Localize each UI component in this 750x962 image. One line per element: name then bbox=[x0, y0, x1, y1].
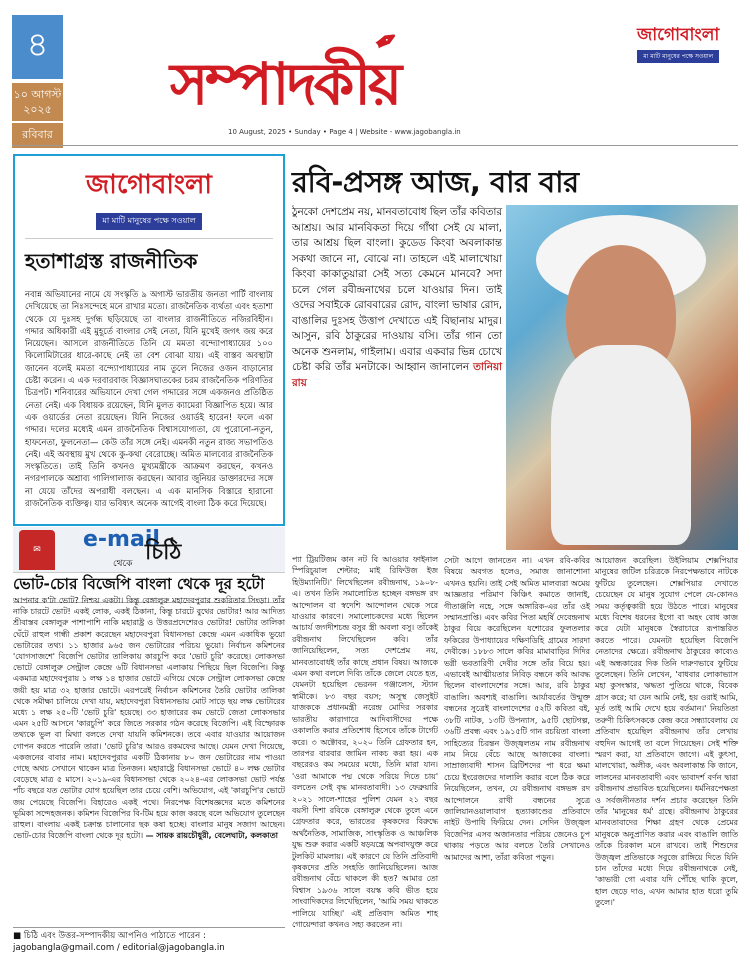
editorial-logo bbox=[25, 164, 273, 230]
brand-logo-top bbox=[637, 22, 719, 63]
email-banner bbox=[13, 527, 285, 573]
article-headline: রবি-প্রসঙ্গ আজ, বার বার bbox=[292, 165, 579, 199]
brand-tagline: মা মাটি মানুষের পক্ষে সওয়াল bbox=[637, 50, 719, 63]
editorial-title: হতাশাগ্রস্ত রাজনীতিক bbox=[25, 238, 273, 280]
letter-author: — সায়ক রায়চৌধুরী, বেলেঘাটা, কলকাতা bbox=[145, 831, 278, 841]
editorial-body: নবান্ন অভিযানের নামে যে সংস্কৃতি ৯ অগাস্ট ভারতীয় জনতা পার্টি বাংলায় দেখিয়েছে তা নিঃসন্দেহে মনে রাখার মতো। রাজনৈতিক ব্যর্থতা এবং হতাশা থেকে যে দুঃসহ দুর্গন্ধ ছড়িয়েছে তা বাংলার রাজনীতিতে নজিরবিহীন। গদ্দার অধিকারী এই মুহূর্তে বাংলার সেই নেতা, যিনি মুখেই জগৎ জয় করে নিয়েছেন। আসলে রাজনীতিতে তিনি যে মমতা বন্দ্যোপাধ্যায়ের ১০০ কিলোমিটারের ধারে-কাছে নেই তা বেশ বোঝা যায়। এই বাস্তব অবস্থাটা জানেন বলেই মমতা বন্দ্যোপাধ্যায়ের নাম তুলে নিজের ওজন বাড়ানোর চেষ্টা করেন। এ এক দরবারবাজ বিজ্ঞাসঘাতকের চরম রাজনৈতিক পরিণতির চিত্রপট। শনিবারের অভিযানে দেখা গেল গদ্দারের সঙ্গে একজনও প্রতিষ্ঠিত নেতা নেই। এক বিধায়ক রয়েছেন, যিনি মুলত ক্যামেরা বিজ্ঞাপিত হয়ে। আর এক ওয়ার্ডের নেতা রয়েছেন। যিনি নিজের ওয়ার্ডই হারেন! ফলে একা গদ্দার। দলের মধ্যেই এমন রাজনৈতিক বিশ্বাসযোগ্যতা, যে পুরোনো-নতুন, হাফনেতা, ফুলনেতা— কেউ তাঁর সঙ্গে নেই। এমনকী নতুন রাজ্য সভাপতিও নেই। এই অবস্থায় মুখ থেকে কু-কথা বেরোচ্ছে। অমিত মালব্যের রাজনৈতিক সংস্কৃতিতে। তাই তিনি কখনও মুখ্যমন্ত্রীকে আক্রমণ করছেন, কখনও নগরপালকে অশ্রাব্য গালিগালাজ করছেন। আবার জুনিয়র ডাক্তারদের সঙ্গে না যেয়ে তাঁদের অপরাধী বলছেন। এ এক মানসিক বিস্তারে হারানো রাজনৈতিক ব্যক্তিত্ব। যার ভবিষ্যৎ অনেক আগেই বাংলা ঠিক করে দিয়েছে। bbox=[25, 289, 273, 509]
issue-date: ১০ আগস্ট ২০২৫ bbox=[12, 83, 63, 121]
issue-day: রবিবার bbox=[12, 123, 63, 148]
editorial-brand: জাগোবাংলা bbox=[86, 170, 212, 200]
masthead bbox=[170, 22, 590, 120]
article-intro bbox=[292, 205, 502, 391]
quill-icon: ✒ bbox=[368, 22, 403, 61]
submission-emails[interactable]: jagobangla@gmail.com / editorial@jagobangla.in bbox=[13, 943, 225, 953]
brand-name: জাগোবাংলা bbox=[637, 25, 720, 45]
info-line: 10 August, 2025 • Sunday • Page 4 | Website - www.jagobangla.in bbox=[228, 128, 461, 136]
email-from-label: থেকে bbox=[113, 559, 133, 569]
article-column-1: প্যা ট্রিয়টিজম কান নট বি আওয়ার ফাইনাল স্পিরিচুয়াল শেল্টার; মাই রিফিউজ ইজ হিউম্যানিটি।' লিখেছিলেন রবীন্দ্রনাথ, ১৯০৮-এ। তখন তিনি সমালোচিত হচ্ছেন বঙ্গভঙ্গ রদ আন্দোলন বা স্বদেশি আন্দোলন থেকে সরে যাওয়ার কারণে। সমালোচকদের মধ্যে ছিলেন আচার্য জগদীশচন্দ্র বসুর স্ত্রী অবলা বসু। তাঁকেই রবীন্দ্রনাথ লিখেছিলেন কবি। তাঁর জানিয়েছিলেন, সত্য দেশপ্রেম নয়, মানবতাবোধই তাঁর কাছে প্রধান বিষয়। আজকে এমন কথা বললে দিব্যি তাঁকে জেলে যেতে হত, যেমনটা হয়েছিল ভেরনন গঞ্জালেস, স্ট্যান স্বামীকে। ৮৩ বছর বয়স; অসুস্থ জেসুইট যাজককে প্রধানমন্ত্রী নরেন্দ্র মোদির সরকার ভারতীয় কারাগারে আদিবাসীদের পক্ষে ওকালতি করার প্রতিশোধ হিসেবে তাঁকে টার্গেট করে। ৩ অক্টোবর, ২০২০ তিনি গ্রেফতার হন, তারপর বারবার জামিন নাকচ করা হয়। এক বছরেরও কম সময়ের মধ্যে, তিনি মারা যান। 'ওরা আমাকে পদ্ম থেকে সরিয়ে দিতে চায়' বলতেন সেই বৃদ্ধ মানবতাবাদী। ১৩ ফেব্রুয়ারি ২০২১ সালে-শাহের পুলিশ যেমন ২১ বছর বয়সী দিশা রবিকে বেঙ্গালুরু থেকে তুলে এনে গ্রেফতার করে, ভারতের কৃষকদের বিরুদ্ধে অর্থনৈতিক, সামাজিক, সাংস্কৃতিক ও আঞ্চলিক যুদ্ধ শুরু করার একটি ষড়যন্ত্রে অপবাদযুক্ত করে টুলকিট মামলায়। এই কারণে যে তিনি প্রতিবাদী কৃষকদের প্রতি সংহতি জানিয়েছিলেন। আজ রবীন্দ্রনাথ বেঁচে থাকলে কী হত? আমার তো বিশ্বাস ১৯৩৬ সালে বয়স্ক কবি ভীত হয়ে সাংবাদিকদের লিখেছিলেন, 'আমি সময় থাকতে পালিয়ে যাচ্ছি।' এই প্রতিবাদ অমিত শাহ গোয়েন্দারা কখনও সহ্য করতেন না। bbox=[292, 555, 438, 929]
header-divider bbox=[12, 145, 738, 146]
intro-text: ঠুনকো দেশপ্রেম নয়, মানবতাবোধ ছিল তাঁর কবিতার আশ্রয়। আর মানবিকতা দিয়ে গাঁথা সেই যে মালা, তার আশ্রয় ছিল বাংলা। কুডেড কিংবা অবলাকান্ত সকথা জানে না, বোঝে না। তাহলে এই মালাখোয়া কিংবা কাকাতুয়ারা সেই সত্য কেমনে মানবে? সদা চলে গেল রবীন্দ্রনাথের চলে যাওয়ার দিন। তাই ওদের সবাইকে রোববারের রোদ, বাংলা ভাষার রোদ, বাঙালির দুঃসহ উত্তাপ দেখাতে এই বিছানায় মাদুর। আসুন, রবি ঠাকুরের দাওয়ায় বসি। তাঁর গান তো অনেক শুনলাম, গাইলাম। এবার একবার ভিন্ন চোখে চেষ্টা করি তাঁর মনটাকে। আহ্বান জানালেন bbox=[292, 206, 502, 373]
letter-body bbox=[13, 595, 285, 841]
submission-line: ■ চিঠি এবং উত্তর-সম্পাদকীয় আপনিও পাঠাতে পারেন : bbox=[13, 931, 206, 941]
letter-title: ভোট-চোর বিজেপি বাংলা থেকে দূর হটো bbox=[13, 572, 285, 603]
submission-note bbox=[13, 927, 285, 954]
editorial-box bbox=[13, 154, 285, 526]
email-chithi-label: চিঠি bbox=[145, 540, 182, 565]
mailbox-icon: ✉ bbox=[19, 530, 55, 570]
article-author: তানিয়া রায় bbox=[292, 361, 502, 389]
email-label: e-mail bbox=[83, 527, 160, 552]
editorial-tagline: মা মাটি মানুষের পক্ষে সওয়াল bbox=[96, 213, 201, 230]
tagore-portrait bbox=[506, 205, 738, 550]
portrait-beard bbox=[551, 345, 691, 545]
page-number: ৪ bbox=[12, 15, 63, 79]
article-column-3: আয়োজন করেছিল। উইলিয়াম শেক্সপিয়ার মানুষের জটিল চরিত্রকে নিরপেক্ষভাবে নাটকে ফুটিয়ে তুলেছেন। শেক্সপিয়ার দেখাতে চেয়েছেন যে মানুষ সুযোগ পেলে যে-কোনও সময় কর্তৃত্বকারী হয়ে উঠতে পারে। মানুষের মধ্যে বিশেষ ধরনের ইগো বা অহং বোধ কাজ করে যেটা মানুষকে স্বৈরাচারে রূপান্তরিত করতে পারে। যেমনটা হয়েছিল বিজেপি নেতাদের ক্ষেত্রে। রবীন্দ্রনাথ ঠাকুরের কাব্যেও এই অন্ধকারের দিক তিনি দারুণভাবে ফুটিয়ে তুলেছেন। তিনি লেখেন, 'বাধবার লোকাভ্যাস মহা কুসংস্কার, ঋদ্ধতা পুতিয়ে থাকে, বিবেক গ্রাস করে; যা যেন আমি নেই, হয় ওরাই আমি, মূর্ত তাই আমি দেখে হয়ে বর্তমান।' নিয়তিতা তরুণী চিকিৎসককে কেন্দ্র করে সন্ধ্যাবেলায় যে প্রতিবাদ হয়েছিল রবীন্দ্রনাথ তাঁর লেখায় বহুদিন আগেই তা বলে গিয়েছেন। সেই শক্তি স্মরণ করা, যা প্রতিবাদে জাগে। এই কুৎসা, মালখোয়া, অলীক, এবং অবলাকান্ত কি জানে, লালনের মানবতাবাদী এবং ভাবাদর্শ বর্ণন দ্বারা রবীন্দ্রনাথ প্রভাবিত হয়েছিলেন। ধর্মনিরপেক্ষতা ও সর্বজনীনতার দর্শন প্রচার করেছেন তিনি তাঁর 'মানুষের ধর্ম' গ্রন্থে। রবীন্দ্রনাথ ঠাকুরের মানবতাবাদের শিক্ষা গ্রহণ থেকে প্রেমের মানুষকে অনুপ্রাণিত করার এবং বাঙালি জাতি তাঁকে চিরকাল মনে রাখবে। তাই শিশুদের উজ্জ্বল প্রতিভাকে সবুজে রাঙ্গিয়ে দিতে যিনি চান তাঁদের মধ্যে দিয়ে রবীন্দ্রনাথকে নেই, 'কাভারী গো এবার যদি পৌঁছে থাকি কূলে, হাল ছেড়ে দাও, এখন আমার হাত ধরো তুমি তুলে।' bbox=[595, 556, 738, 908]
article-column-2: সেটা আগে জানতেন না। এখন রবি-কবির বিষয়ে অবগত হলেও, সমাজ জানাশোনা এখনও হয়নি। তাই সেই অমিত মালব্যরা অমেয় আজ্ঞতার পরিমাণ কিঞ্চিৎ কমাতে জানাই, গীতাঞ্জলি নহে, সঙ্গে অঙ্গারিক-এর তাঁর ওই সম্মানপ্রাপ্তি। এবং কবির পিতা মহর্ষি দেবেন্দ্রনাথ ঠাকুর বিয়ে করেছিলেন যশোরের ফুলতলার ফকিরের উপাধ্যায়ের দক্ষিণডিহি গ্রামের সারদা দেবীকে। ১৮৮৩ সালে কবির মামাবাড়ির দিদির ভগ্নী ভবতারিণী দেবীর সঙ্গে তাঁর বিয়ে হয়। এভাবেই আত্মীয়তার নিবিড় বন্ধনে কবি আবদ্ধ ছিলেন বাংলাদেশের সঙ্গে। আর, রবি ঠাকুর বাঙালি। অবশ্যই বাঙালি। আর্যাবর্তের উন্মুক্ত বন্ধনের সুত্রেই বাংলাদেশের ৫২টি কবিতা বই, ৩৮টি নাটক, ১৩টি উপন্যাস, ৯৫টি ছোটগল্প, ৩৬টি প্রবন্ধ এবং ১৯১৫টি গান রচয়িতা বাংলা সাহিত্যের চিরন্তন উজ্জ্বলতম নাম রবীন্দ্রনাথ নাম নিয়ে বেঁচে আছে আজকের বাংলা। সাম্রাজ্যবাদী শাসন ব্রিটিশদের পা ধরে ক্ষমা চেয়ে ইংরেজদের দালালি করার বলে ঠিক করে নিয়েছিলেন, তখন, যে রবীন্দ্রনাথ বঙ্গভঙ্গ রদ আন্দোলনে রাখী বন্ধনের সুত্রে জালিয়ানওয়ালাবাগ হত্যাকাণ্ডের প্রতিবাদে নাইট উপাধি ফিরিয়ে দেন। সেদিন উজ্জ্বল বিজেপির এসব অজানতার পরিচয় জেনেও চুপ থাকায় পড়তে আর বলতে তৈরি সেখানেও আমাদের আশা, তাঁরা কবিতা পড়ুন। bbox=[444, 556, 590, 862]
letter-text: আপনার ক'টা ভোট? নিশ্চয় একটা। কিন্তু বেঙ্গালুরু মহাদেবপুরার শুকরিতার সিংড়া। তাঁর নাকি চারটে ভোট! একই লোক, একই ঠিকানা, কিন্তু চারটে বুথের ভোটার! আর আদিত্য শ্রীবাস্তব বেঙ্গালুরু পাশাপাশি নাকি মহারাষ্ট্র ও উত্তরপ্রদেশেরও ভোটার! ভোটার তালিকা ঘেঁটে রাহুল গান্ধী প্রকাশ করেছেন মহাদেবপুরা বিধানসভা কেন্দ্রে এমন একাধিক ভুয়ো ভোটারের তথ্য। ১১ হাজার ৯৬৫ জন ভোটারের পরিচয় ভুয়ো। নির্বাচন কমিশনের 'যোগসাজশে' বিজেপি ভোটার তালিকায় কারচুপি করে 'ভোট চুরি' করেছে। লোকসভা ভোটে বেঙ্গালুরু সেন্ট্রাল কেন্দ্রে ৬টি বিধানসভা এলাকায় পিছিয়ে ছিল বিজেপি। কিন্তু একমাত্র মহাদেবপুরায় ১ লক্ষ ১৪ হাজার ভোটে এগিয়ে থেকে সেন্ট্রাল লোকসভা কেন্দ্রে জয়ী হয় মাত্র ৩২ হাজার ভোটে। এরপরেই নির্বাচন কমিশনের তৈরি ভোটার তালিকা থেকে সমীক্ষা চালিয়ে দেখা যায়, মহাদেবপুরা বিধানসভায় মোট সাড়ে ছয় লক্ষ ভোটারের মধ্যে ১ লক্ষ ২৫০টি 'ভোট চুরি' হয়েছে। ৩৩ হাজারের কম ভোটে জেতা লোকসভার এমন ২৫টি আসনে 'কারচুপি' করে জিতে সরকার গঠন করেছে বিজেপি। এই বিস্ফোরক তথ্যকে ভুল বা মিথ্যা বলতে দেখা যায়নি কমিশনকে। তবে এবার যাওয়ার আয়োজন গোপন করতে পারেনি তারা। 'ভোট চুরি'র আরও রকমফের আছে। যেমন দেখা গিয়েছে, একজনের বাবার নাম। মহাদেবপুরার একটি ঠিকানায় ৮০ জন ভোটারের নাম পাওয়া গেছে অথচ সেখানে থাকেন মাত্র তিনজন। মহারাষ্ট্রে বিধানসভা ভোটে ৪০ লক্ষ ভোটার বেড়েছে মাত্র ৫ মাসে। ২০১৯-এর বিধানসভা থেকে ২০২৪-এর লোকসভা ভোট পর্যন্ত পাঁচ বছরে যত ভোটার যোগ হয়েছিল তার চেয়ে বেশি। অভিযোগ, এই 'কারচুপি'র ভোটে জয় পেয়েছে বিজেপি। বিহারেও একই পথে। নিরপেক্ষ বিশেষজ্ঞদের মতে কমিশনের ভূমিকা সন্দেহজনক। কমিশন বিজেপির বি-টিম হয়ে কাজ করছে বলে অভিযোগ তুলেছেন রাহুল। বাংলায় একই চক্রান্ত চালানোর ছক কষা হচ্ছে। বাংলার মানুষ সজাগ আছেন। ভোট-চোর বিজেপি বাংলা থেকে দূর হটো। bbox=[13, 596, 285, 841]
page-sidebar bbox=[12, 15, 63, 148]
masthead-title: সম্পাদকীয় bbox=[170, 50, 400, 118]
